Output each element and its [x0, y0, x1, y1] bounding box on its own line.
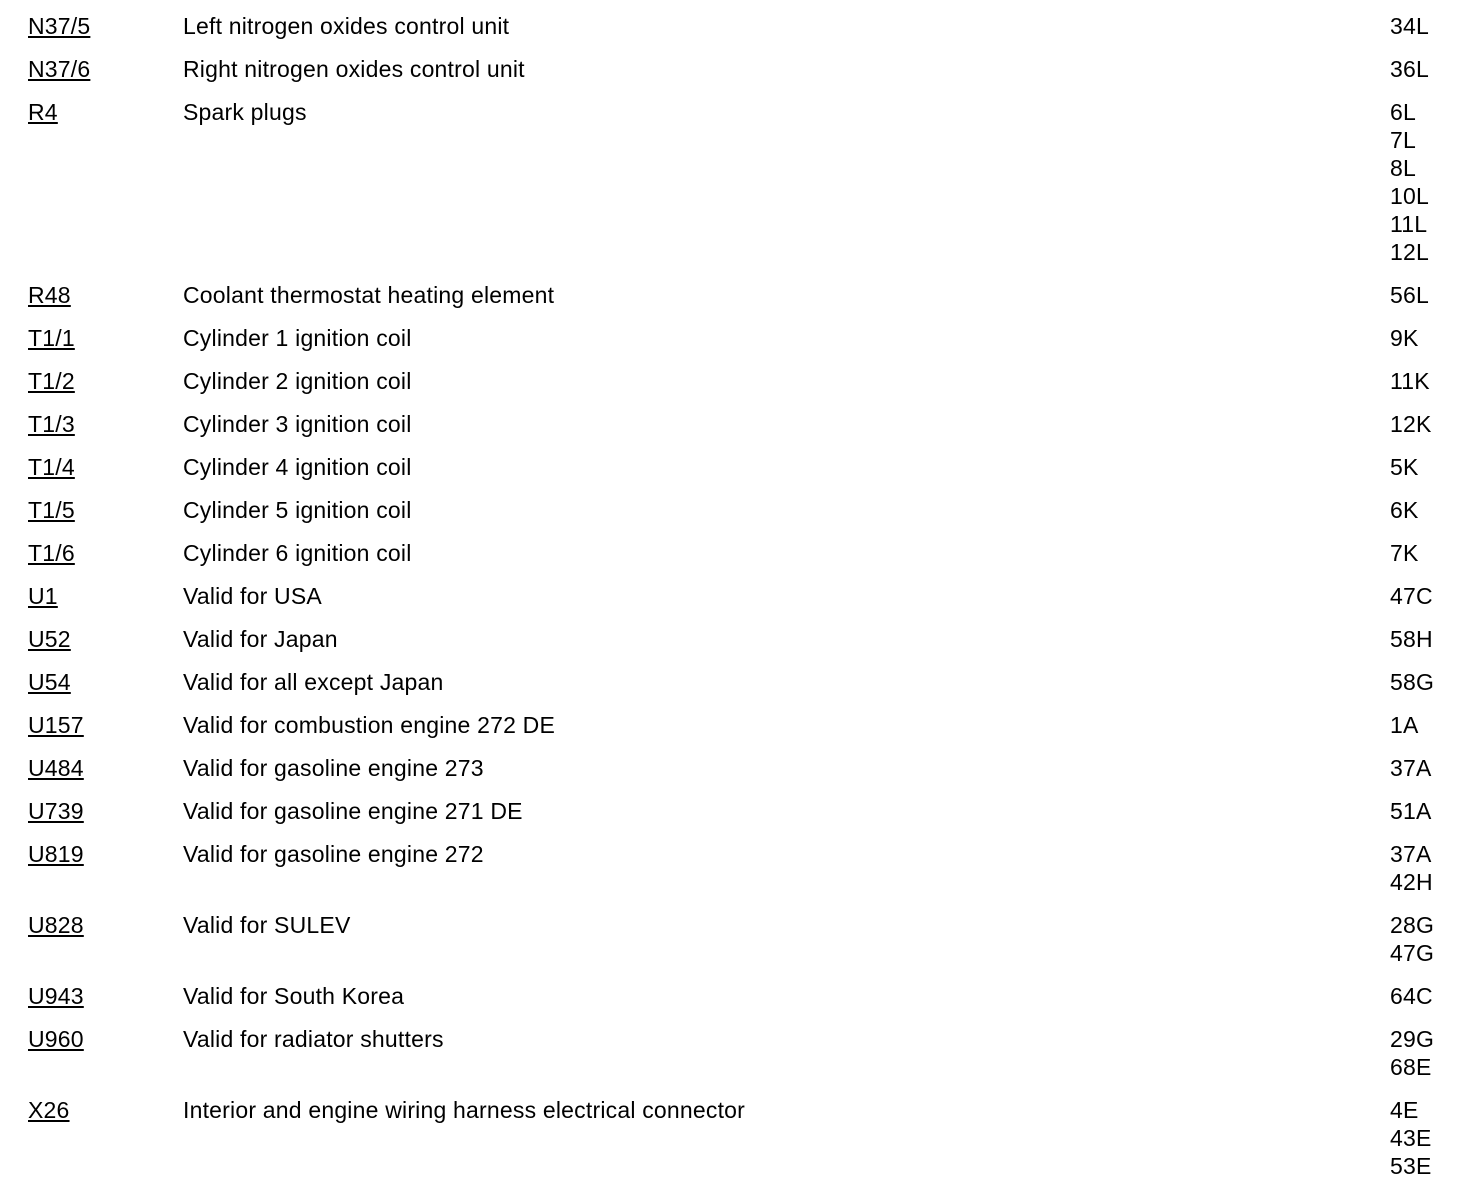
grid-reference: 29G [1390, 1026, 1435, 1052]
component-code-link[interactable]: U1 [28, 583, 58, 609]
grid-reference: 34L [1390, 13, 1429, 39]
component-description: Valid for gasoline engine 271 DE [183, 798, 523, 824]
grid-reference: 8L [1390, 155, 1416, 181]
legend-row [0, 754, 1472, 782]
grid-reference: 53E [1390, 1153, 1432, 1179]
grid-reference: 37A [1390, 841, 1432, 867]
component-description: Right nitrogen oxides control unit [183, 56, 525, 82]
grid-reference: 7K [1390, 540, 1419, 566]
component-description: Valid for combustion engine 272 DE [183, 712, 556, 738]
grid-reference: 6K [1390, 497, 1419, 523]
legend-row [0, 1025, 1472, 1081]
legend-row [0, 840, 1472, 896]
legend-row [0, 453, 1472, 481]
legend-row [0, 911, 1472, 967]
grid-reference: 42H [1390, 869, 1433, 895]
grid-reference: 11L [1390, 211, 1428, 237]
component-description: Valid for SULEV [183, 912, 351, 938]
grid-reference: 9K [1390, 325, 1419, 351]
component-code-link[interactable]: T1/3 [28, 411, 75, 437]
grid-reference: 43E [1390, 1125, 1432, 1151]
component-code-link[interactable]: U157 [28, 712, 84, 738]
component-code-link[interactable]: T1/2 [28, 368, 75, 394]
legend-row [0, 982, 1472, 1010]
component-code-link[interactable]: T1/6 [28, 540, 75, 566]
grid-reference-list [1390, 55, 1460, 83]
grid-reference-list [1390, 367, 1460, 395]
component-code-link[interactable]: U52 [28, 626, 71, 652]
component-code-link[interactable]: U960 [28, 1026, 84, 1052]
grid-reference-list [1390, 797, 1460, 825]
grid-reference: 58H [1390, 626, 1433, 652]
grid-reference: 58G [1390, 669, 1435, 695]
grid-reference-list [1390, 98, 1460, 266]
legend-row [0, 625, 1472, 653]
component-description: Interior and engine wiring harness electrical connector [183, 1097, 746, 1123]
grid-reference: 51A [1390, 798, 1432, 824]
legend-row [0, 496, 1472, 524]
grid-reference-list [1390, 453, 1460, 481]
grid-reference: 64C [1390, 983, 1433, 1009]
grid-reference-list [1390, 840, 1460, 896]
component-code-link[interactable]: U739 [28, 798, 84, 824]
grid-reference-list [1390, 281, 1460, 309]
legend-row [0, 668, 1472, 696]
component-code-link[interactable]: U943 [28, 983, 84, 1009]
legend-row [0, 539, 1472, 567]
component-description: Valid for South Korea [183, 983, 405, 1009]
grid-reference: 68E [1390, 1054, 1432, 1080]
grid-reference-list [1390, 754, 1460, 782]
component-code-link[interactable]: T1/1 [28, 325, 75, 351]
legend-row [0, 711, 1472, 739]
legend-row [0, 324, 1472, 352]
component-code-link[interactable]: N37/6 [28, 56, 91, 82]
component-description: Cylinder 3 ignition coil [183, 411, 412, 437]
component-code-link[interactable]: U54 [28, 669, 71, 695]
component-description: Spark plugs [183, 99, 307, 125]
grid-reference: 5K [1390, 454, 1419, 480]
grid-reference-list [1390, 1096, 1460, 1180]
component-description: Valid for all except Japan [183, 669, 444, 695]
component-code-link[interactable]: U484 [28, 755, 84, 781]
component-description: Valid for gasoline engine 272 [183, 841, 484, 867]
component-description: Cylinder 2 ignition coil [183, 368, 412, 394]
component-description: Valid for radiator shutters [183, 1026, 444, 1052]
legend-row [0, 12, 1472, 40]
legend-row [0, 367, 1472, 395]
component-code-link[interactable]: U819 [28, 841, 84, 867]
grid-reference-list [1390, 582, 1460, 610]
grid-reference-list [1390, 324, 1460, 352]
legend-row [0, 281, 1472, 309]
grid-reference-list [1390, 625, 1460, 653]
component-description: Left nitrogen oxides control unit [183, 13, 510, 39]
grid-reference: 10L [1390, 183, 1429, 209]
component-code-link[interactable]: X26 [28, 1097, 70, 1123]
component-description: Cylinder 4 ignition coil [183, 454, 412, 480]
component-code-link[interactable]: T1/5 [28, 497, 75, 523]
grid-reference: 28G [1390, 912, 1435, 938]
legend-row [0, 582, 1472, 610]
legend-row [0, 410, 1472, 438]
component-code-link[interactable]: R4 [28, 99, 58, 125]
grid-reference: 12K [1390, 411, 1432, 437]
grid-reference-list [1390, 410, 1460, 438]
grid-reference-list [1390, 911, 1460, 967]
component-description: Cylinder 6 ignition coil [183, 540, 412, 566]
grid-reference: 4E [1390, 1097, 1419, 1123]
component-description: Coolant thermostat heating element [183, 282, 555, 308]
component-code-link[interactable]: U828 [28, 912, 84, 938]
component-code-link[interactable]: N37/5 [28, 13, 91, 39]
grid-reference: 11K [1390, 368, 1430, 394]
grid-reference-list [1390, 711, 1460, 739]
grid-reference: 37A [1390, 755, 1432, 781]
legend-row [0, 55, 1472, 83]
component-description: Cylinder 1 ignition coil [183, 325, 412, 351]
grid-reference: 47C [1390, 583, 1433, 609]
legend-row [0, 98, 1472, 266]
component-code-link[interactable]: R48 [28, 282, 71, 308]
grid-reference-list [1390, 1025, 1460, 1081]
grid-reference: 7L [1390, 127, 1416, 153]
component-description: Valid for USA [183, 583, 322, 609]
component-description: Cylinder 5 ignition coil [183, 497, 412, 523]
grid-reference-list [1390, 496, 1460, 524]
grid-reference-list [1390, 982, 1460, 1010]
component-code-link[interactable]: T1/4 [28, 454, 75, 480]
grid-reference-list [1390, 668, 1460, 696]
grid-reference: 12L [1390, 239, 1429, 265]
grid-reference: 1A [1390, 712, 1419, 738]
grid-reference: 47G [1390, 940, 1435, 966]
legend-row [0, 1096, 1472, 1180]
component-description: Valid for gasoline engine 273 [183, 755, 484, 781]
grid-reference: 56L [1390, 282, 1429, 308]
grid-reference: 6L [1390, 99, 1416, 125]
component-legend-table [0, 12, 1472, 1180]
grid-reference: 36L [1390, 56, 1429, 82]
grid-reference-list [1390, 539, 1460, 567]
legend-row [0, 797, 1472, 825]
grid-reference-list [1390, 12, 1460, 40]
component-description: Valid for Japan [183, 626, 338, 652]
